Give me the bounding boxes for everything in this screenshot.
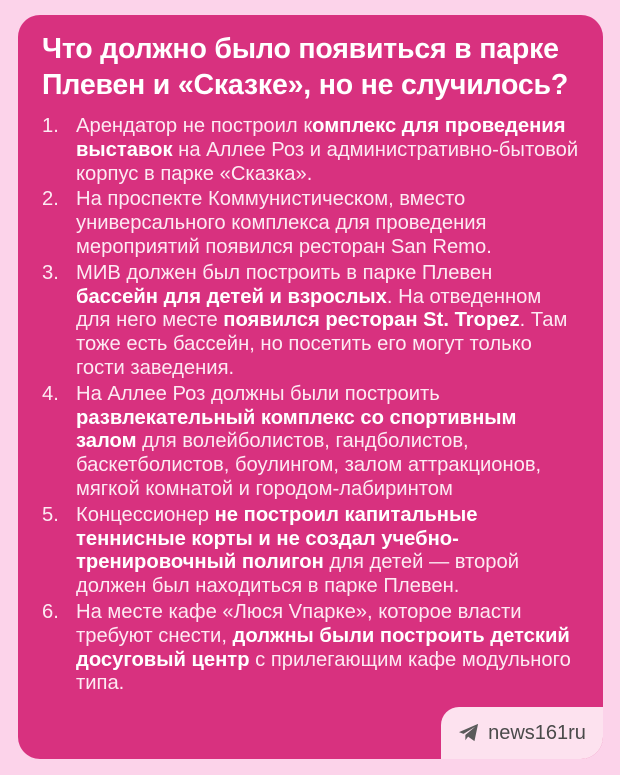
source-name: news161ru [488, 721, 586, 744]
list-item-number: 3. [42, 261, 59, 284]
list-item-number: 1. [42, 115, 59, 137]
list-item-number: 5. [42, 503, 59, 526]
list-item [42, 504, 579, 599]
highlighted-text: должны были построить детский досуговый центр [76, 624, 570, 671]
telegram-icon [458, 723, 480, 743]
list-item-text: Концессионер [76, 503, 215, 526]
list-item-text: . На отведенном для него месте [76, 285, 542, 332]
list-item [42, 601, 579, 696]
list-item [42, 188, 579, 259]
highlighted-text: не построил капитальные теннисные корты и не создал учебно-тренировочный полигон [76, 503, 478, 574]
list-item [42, 383, 579, 502]
list-item [42, 115, 579, 186]
highlighted-text: омплекс для проведения выставок [76, 115, 566, 161]
list-item [42, 262, 579, 381]
highlighted-text: появился ресторан St. Tropez [223, 309, 520, 332]
list-item-text: На проспекте Коммунистическом, вместо универсального комплекса для проведения мероприятий появился ресторан San Remo. [76, 188, 492, 258]
list-item-text: с прилегающим кафе модульного типа. [76, 648, 571, 695]
highlighted-text: бассейн для детей и взрослых [76, 285, 387, 308]
list-item-text: МИВ должен был построить в парке Плевен [76, 261, 493, 284]
list-item-text: на Аллее Роз и административно-бытовой корпус в парке «Сказка». [76, 138, 579, 185]
list-item-text: . Там тоже есть бассейн, но посетить его могут только гости заведения. [76, 309, 568, 379]
source-badge[interactable] [441, 707, 603, 759]
list-item-text: На месте кафе «Люся Vпарке», которое власти требуют снести, [76, 600, 522, 647]
list-item-text: для детей — второй должен был находиться в парке Плевен. [76, 551, 520, 598]
highlighted-text: развлекательный комплекс со спортивным залом [76, 406, 517, 453]
page-title: Что должно было появиться в парке Плевен и «Сказке», но не случилось? [42, 33, 569, 101]
infographic-card [18, 15, 603, 759]
list-item-text: Арендатор не построил к [76, 115, 313, 137]
facts-list [42, 115, 579, 696]
list-item-text: для волейболистов, гандболистов, баскетболистов, боулингом, залом аттракционов, мягкой комнатой и городом-лабиринтом [76, 430, 542, 500]
list-item-number: 2. [42, 188, 59, 211]
list-item-number: 6. [42, 600, 59, 623]
list-item-text: На Аллее Роз должны были построить [76, 382, 440, 405]
list-item-number: 4. [42, 382, 59, 405]
